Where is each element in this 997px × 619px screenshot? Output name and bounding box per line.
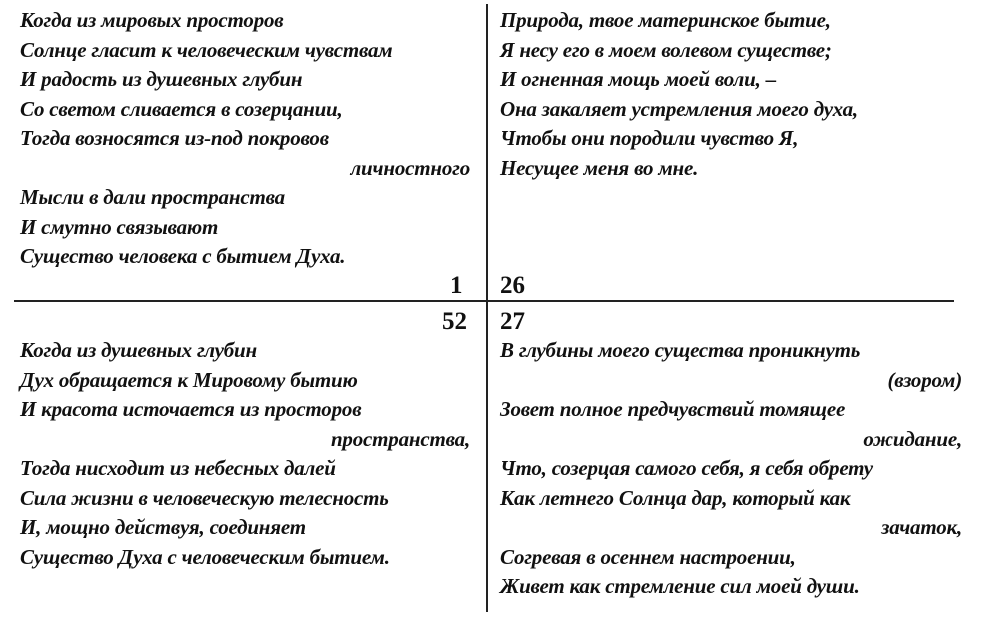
verse-27 [500, 336, 962, 602]
verse-line-continuation: (взором) [887, 367, 962, 392]
vertical-divider [486, 4, 488, 612]
verse-line: Зовет полное предчувствий томящее [500, 397, 846, 421]
verse-52 [20, 336, 476, 572]
verse-number-27: 27 [500, 308, 525, 335]
verse-line: Когда из мировых просторов [20, 8, 284, 32]
verse-line: Сила жизни в человеческую телесность [20, 485, 389, 510]
verse-line: И красота источается из просторов [20, 397, 362, 421]
verse-line: Живет как стремление сил моей души. [500, 574, 860, 598]
verse-number-52: 52 [442, 308, 467, 335]
verse-line-continuation: ожидание, [863, 426, 962, 451]
verse-line: Она закаляет устремления моего духа, [500, 96, 858, 121]
verse-line-continuation: зачаток, [881, 515, 962, 539]
verse-line: Тогда возносятся из-под покровов [20, 126, 329, 150]
verse-line: Солнце гласит к человеческим чувствам [20, 37, 393, 62]
verse-line: Несущее меня во мне. [500, 155, 699, 180]
verse-line: Природа, твое материнское бытие, [500, 8, 831, 32]
verse-line-continuation: пространства, [330, 426, 470, 451]
verse-line: Со светом сливается в созерцании, [20, 96, 343, 121]
verse-line: В глубины моего существа проникнуть [500, 338, 861, 362]
verse-number-1: 1 [450, 272, 463, 299]
verse-line: И огненная мощь моей воли, – [500, 67, 777, 91]
verse-number-26: 26 [500, 272, 525, 299]
verse-line: Существо Духа с человеческим бытием. [20, 544, 390, 569]
verse-line: Мысли в дали пространства [20, 185, 285, 209]
verse-line: Я несу его в моем волевом существе; [500, 37, 832, 62]
verse-1 [20, 6, 476, 272]
verse-26 [500, 6, 960, 183]
verse-line: Согревая в осеннем настроении, [500, 544, 796, 569]
verse-line: Чтобы они породили чувство Я, [500, 126, 799, 150]
verse-line: Существо человека с бытием Духа. [20, 244, 346, 268]
verse-line-continuation: личностного [350, 155, 470, 180]
verse-line: И радость из душевных глубин [20, 67, 303, 91]
horizontal-divider [14, 300, 954, 302]
verse-line: Тогда нисходит из небесных далей [20, 456, 336, 480]
verse-line: Что, созерцая самого себя, я себя обрету [500, 456, 873, 480]
verse-line: И смутно связывают [20, 214, 219, 239]
verse-line: И, мощно действуя, соединяет [20, 515, 306, 539]
verse-line: Дух обращается к Мировому бытию [20, 367, 358, 392]
verse-line: Как летнего Солнца дар, который как [500, 485, 851, 510]
verse-line: Когда из душевных глубин [20, 338, 257, 362]
